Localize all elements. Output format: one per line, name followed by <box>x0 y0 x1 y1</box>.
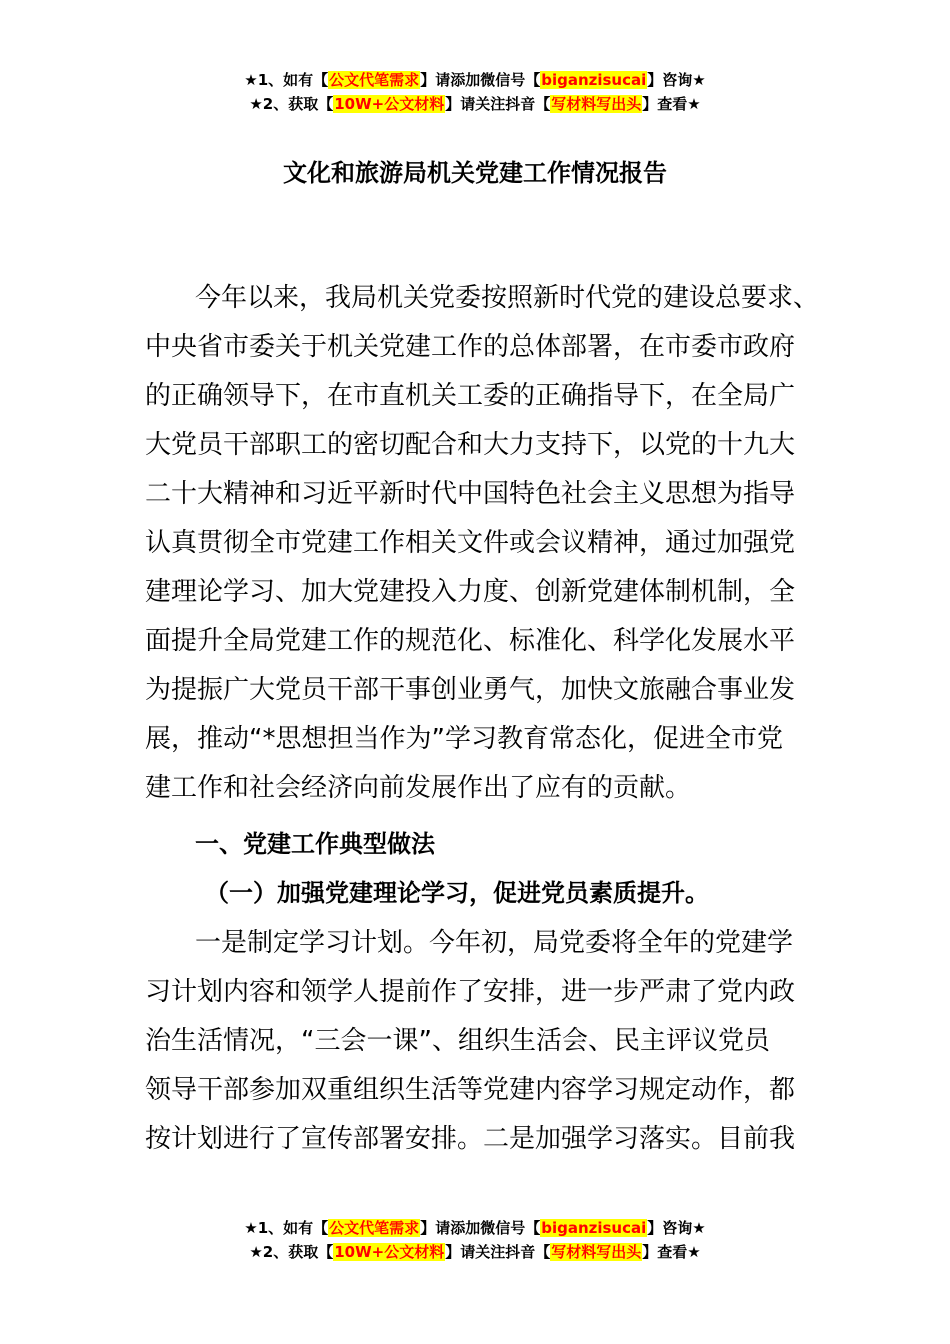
paragraph-line: 按计划进行了宣传部署安排。二是加强学习落实。目前我 <box>145 1124 796 1154</box>
bottom-banner <box>0 1216 950 1264</box>
section-heading: 一、党建工作典型做法 <box>195 830 435 858</box>
paragraph-line: 一是制定学习计划。今年初，局党委将全年的党建学 <box>195 928 794 958</box>
paragraph-line: 认真贯彻全市党建工作相关文件或会议精神，通过加强党 <box>145 528 796 558</box>
paragraph-line: 展，推动“*思想担当作为”学习教育常态化，促进全市党 <box>145 724 783 754</box>
highlight-douyin: 写材料写出头 <box>551 1243 642 1261</box>
paragraph-line: 二十大精神和习近平新时代中国特色社会主义思想为指导 <box>145 479 796 509</box>
top-banner-line-1: ★1、如有【公文代笔需求】请添加微信号【biganzisucai】咨询★ <box>244 71 706 89</box>
paragraph-line: 为提振广大党员干部干事创业勇气，加快文旅融合事业发 <box>145 675 796 705</box>
highlight-materials: 10W+公文材料 <box>334 1243 445 1261</box>
highlight-douyin: 写材料写出头 <box>551 95 642 113</box>
paragraph-line: 中央省市委关于机关党建工作的总体部署，在市委市政府 <box>145 332 796 362</box>
paragraph-line: 建理论学习、加大党建投入力度、创新党建体制机制，全 <box>145 577 796 607</box>
top-banner-line-2: ★2、获取【10W+公文材料】请关注抖音【写材料写出头】查看★ <box>249 95 701 113</box>
paragraph-line: 习计划内容和领学人提前作了安排，进一步严肃了党内政 <box>145 977 796 1007</box>
paragraph-line: 大党员干部职工的密切配合和大力支持下，以党的十九大 <box>145 430 796 460</box>
paragraph-line: 领导干部参加双重组织生活等党建内容学习规定动作，都 <box>145 1075 796 1105</box>
document-title: 文化和旅游局机关党建工作情况报告 <box>283 159 667 187</box>
paragraph-line: 的正确领导下，在市直机关工委的正确指导下，在全局广 <box>145 381 796 411</box>
paragraph-line: 建工作和社会经济向前发展作出了应有的贡献。 <box>145 773 692 803</box>
highlight-service: 公文代笔需求 <box>329 1219 420 1237</box>
paragraph-line: 今年以来，我局机关党委按照新时代党的建设总要求、 <box>195 283 820 313</box>
paragraph-line: 面提升全局党建工作的规范化、标准化、科学化发展水平 <box>145 626 796 656</box>
subsection-heading: （一）加强党建理论学习，促进党员素质提升。 <box>205 879 709 907</box>
highlight-wechat-id: biganzisucai <box>541 71 647 89</box>
highlight-wechat-id: biganzisucai <box>541 1219 647 1237</box>
highlight-materials: 10W+公文材料 <box>334 95 445 113</box>
bottom-banner-line-1: ★1、如有【公文代笔需求】请添加微信号【biganzisucai】咨询★ <box>244 1219 706 1237</box>
paragraph-line: 治生活情况，“三会一课”、组织生活会、民主评议党员 <box>145 1026 770 1056</box>
bottom-banner-line-2: ★2、获取【10W+公文材料】请关注抖音【写材料写出头】查看★ <box>249 1243 701 1261</box>
highlight-service: 公文代笔需求 <box>329 71 420 89</box>
top-banner <box>0 68 950 116</box>
